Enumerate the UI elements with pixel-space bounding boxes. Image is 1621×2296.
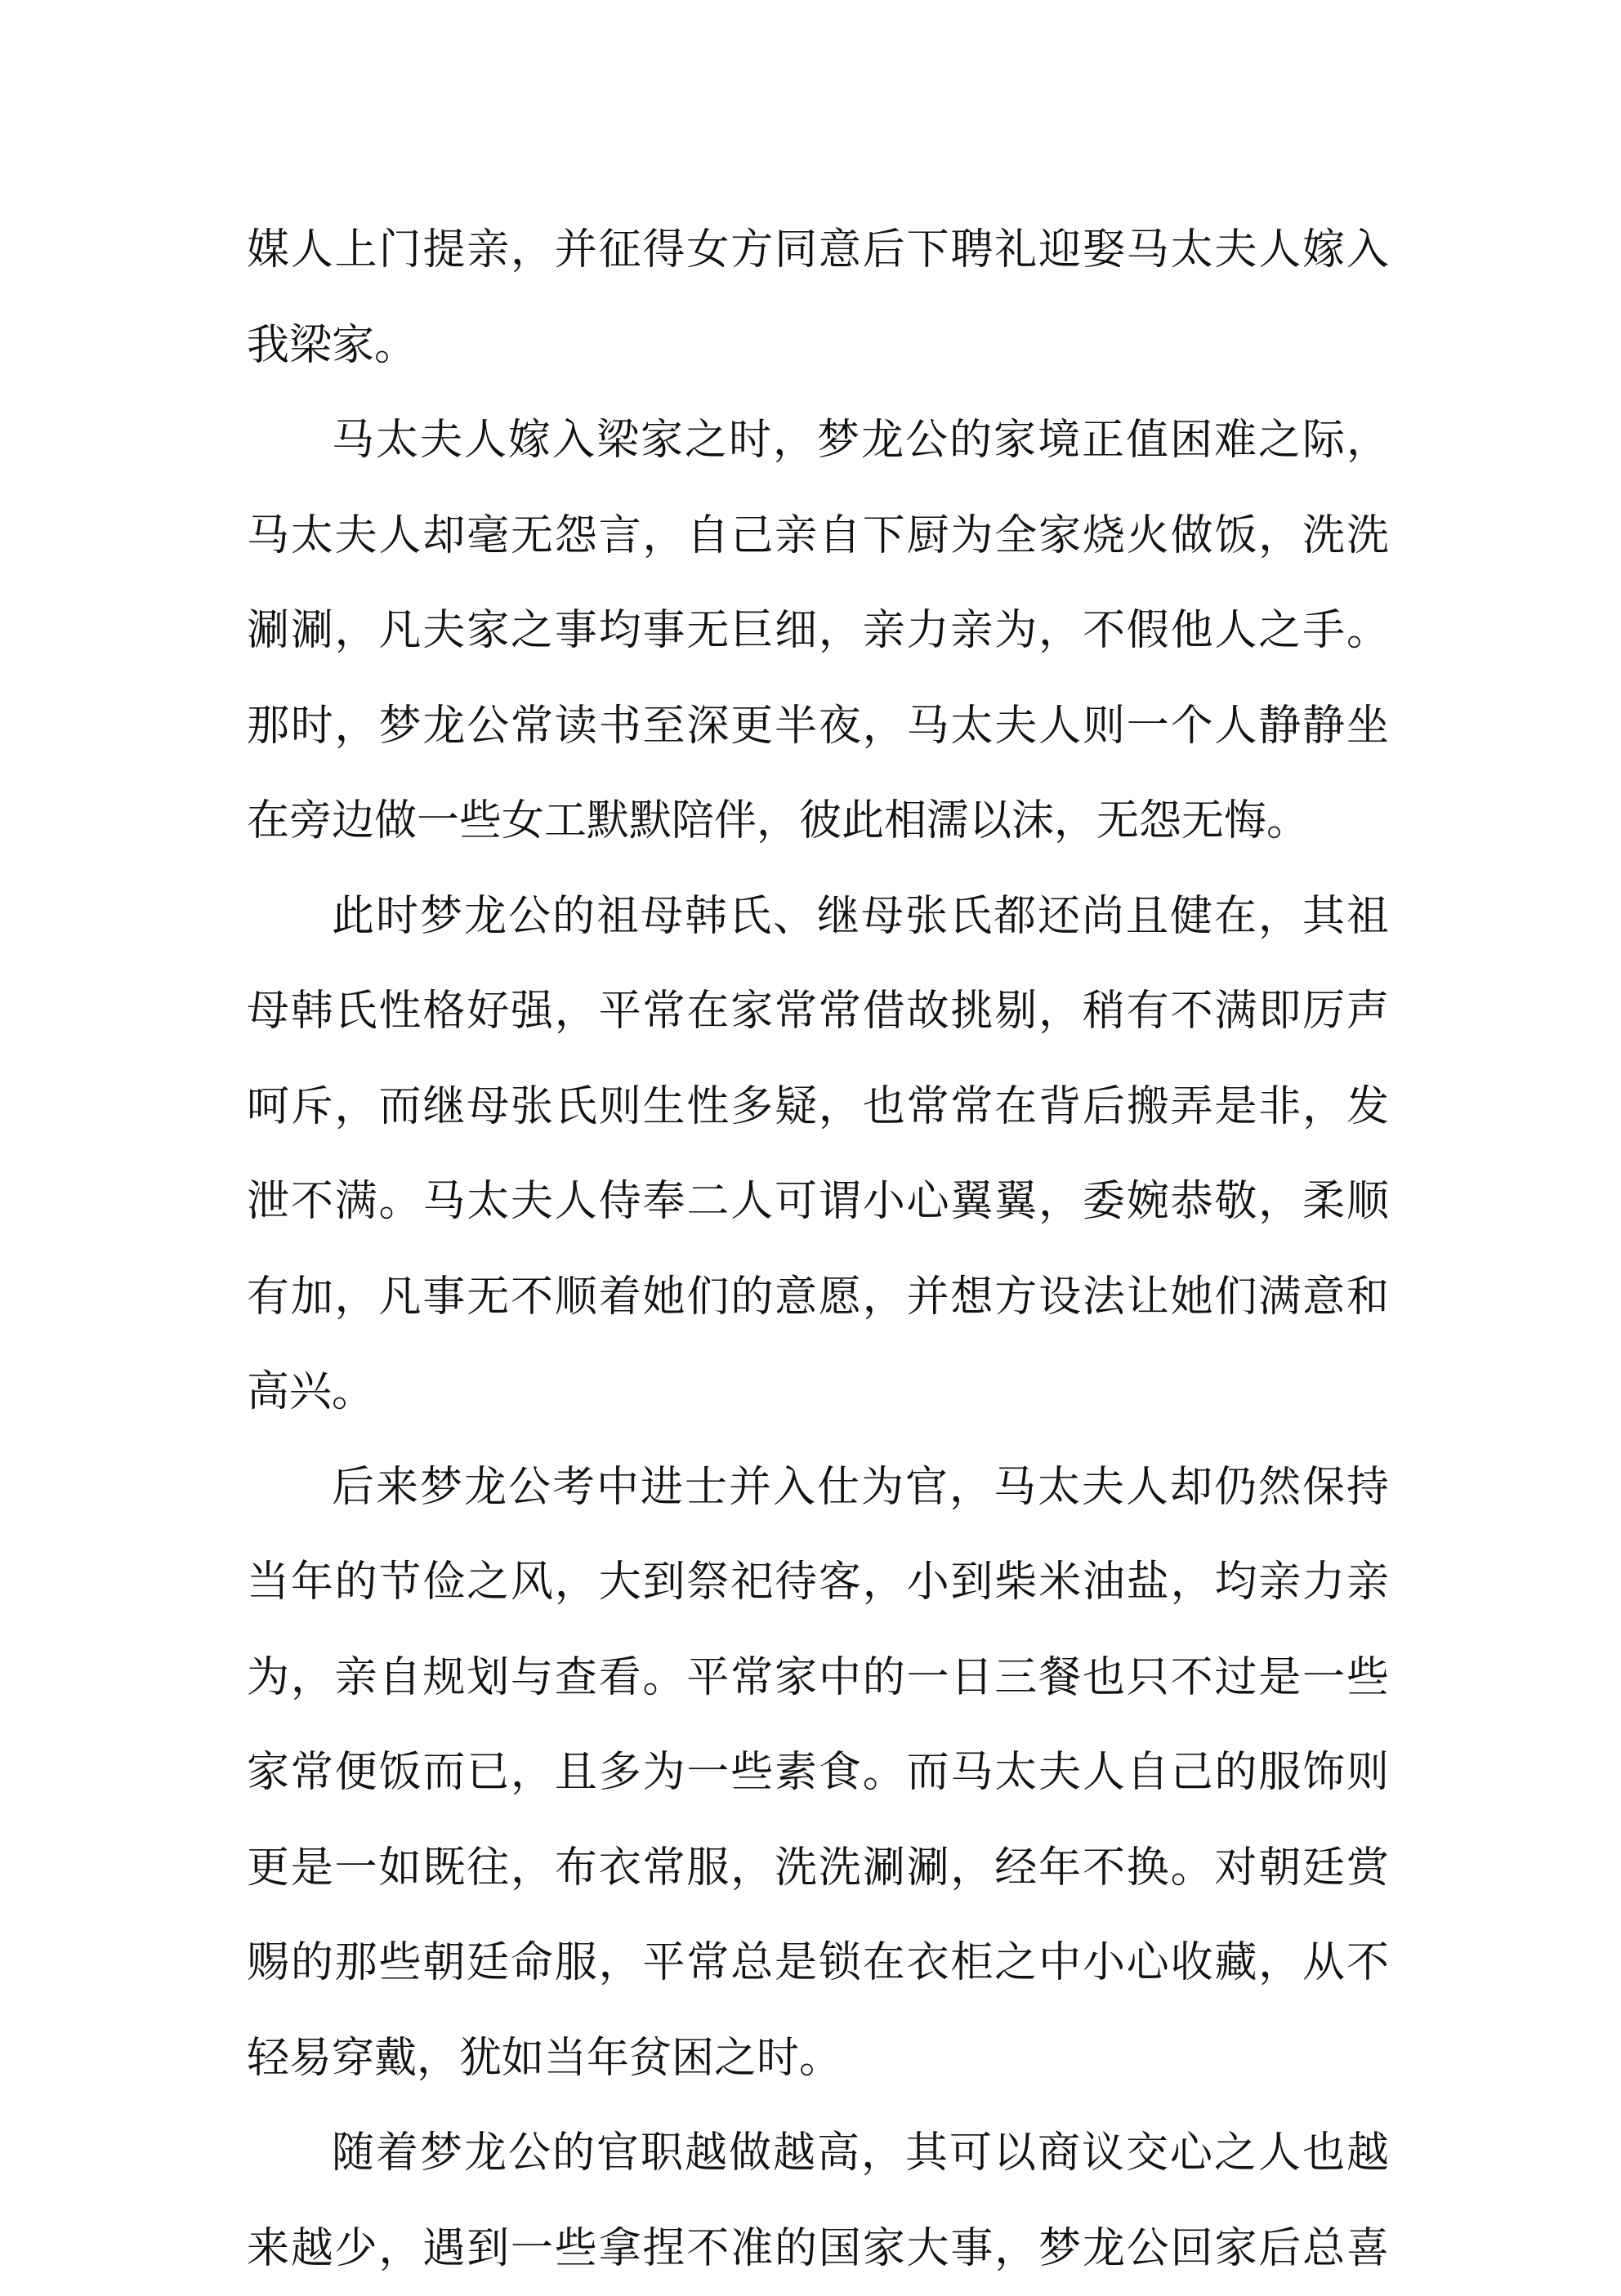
text-line: 泄不满。马太夫人侍奉二人可谓小心翼翼，委婉恭敬，柔顺 [247,1154,1389,1250]
text-line: 此时梦龙公的祖母韩氏、继母张氏都还尚且健在，其祖 [247,869,1389,965]
text-line: 马太夫人嫁入梁家之时，梦龙公的家境正值困难之际， [247,393,1389,488]
text-line: 后来梦龙公考中进士并入仕为官，马太夫人却仍然保持 [247,1440,1389,1536]
paragraph [247,869,1389,1440]
text-line: 媒人上门提亲，并征得女方同意后下聘礼迎娶马太夫人嫁入 [247,203,1389,298]
text-line: 马太夫人却毫无怨言，自己亲自下厨为全家烧火做饭，洗洗 [247,488,1389,584]
text-line: 随着梦龙公的官职越做越高，其可以商议交心之人也越 [247,2106,1389,2201]
text-line: 在旁边做一些女工默默陪伴，彼此相濡以沫，无怨无悔。 [247,774,1389,869]
text-line: 轻易穿戴，犹如当年贫困之时。 [247,2011,1389,2107]
text-line: 高兴。 [247,1344,1389,1440]
text-line: 来越少，遇到一些拿捏不准的国家大事，梦龙公回家后总喜 [247,2201,1389,2296]
text-line: 涮涮，凡夫家之事均事无巨细，亲力亲为，不假他人之手。 [247,583,1389,679]
text-line: 我梁家。 [247,298,1389,394]
paragraph [247,2106,1389,2296]
text-line: 那时，梦龙公常读书至深更半夜，马太夫人则一个人静静坐 [247,679,1389,774]
paragraph [247,203,1389,393]
text-line: 当年的节俭之风，大到祭祀待客，小到柴米油盐，均亲力亲 [247,1535,1389,1630]
text-line: 呵斥，而继母张氏则生性多疑，也常常在背后搬弄是非，发 [247,1059,1389,1155]
text-line: 母韩氏性格好强，平常在家常常借故挑剔，稍有不满即厉声 [247,964,1389,1059]
text-line: 更是一如既往，布衣常服，洗洗涮涮，经年不换。对朝廷赏 [247,1821,1389,1916]
paragraph [247,393,1389,869]
text-line: 有加，凡事无不顺着她们的意愿，并想方设法让她们满意和 [247,1250,1389,1345]
text-line: 赐的那些朝廷命服，平常总是锁在衣柜之中小心收藏，从不 [247,1915,1389,2011]
text-line: 为，亲自规划与查看。平常家中的一日三餐也只不过是一些 [247,1630,1389,1726]
document-page [247,203,1389,2296]
text-line: 家常便饭而已，且多为一些素食。而马太夫人自己的服饰则 [247,1725,1389,1821]
paragraph [247,1440,1389,2107]
